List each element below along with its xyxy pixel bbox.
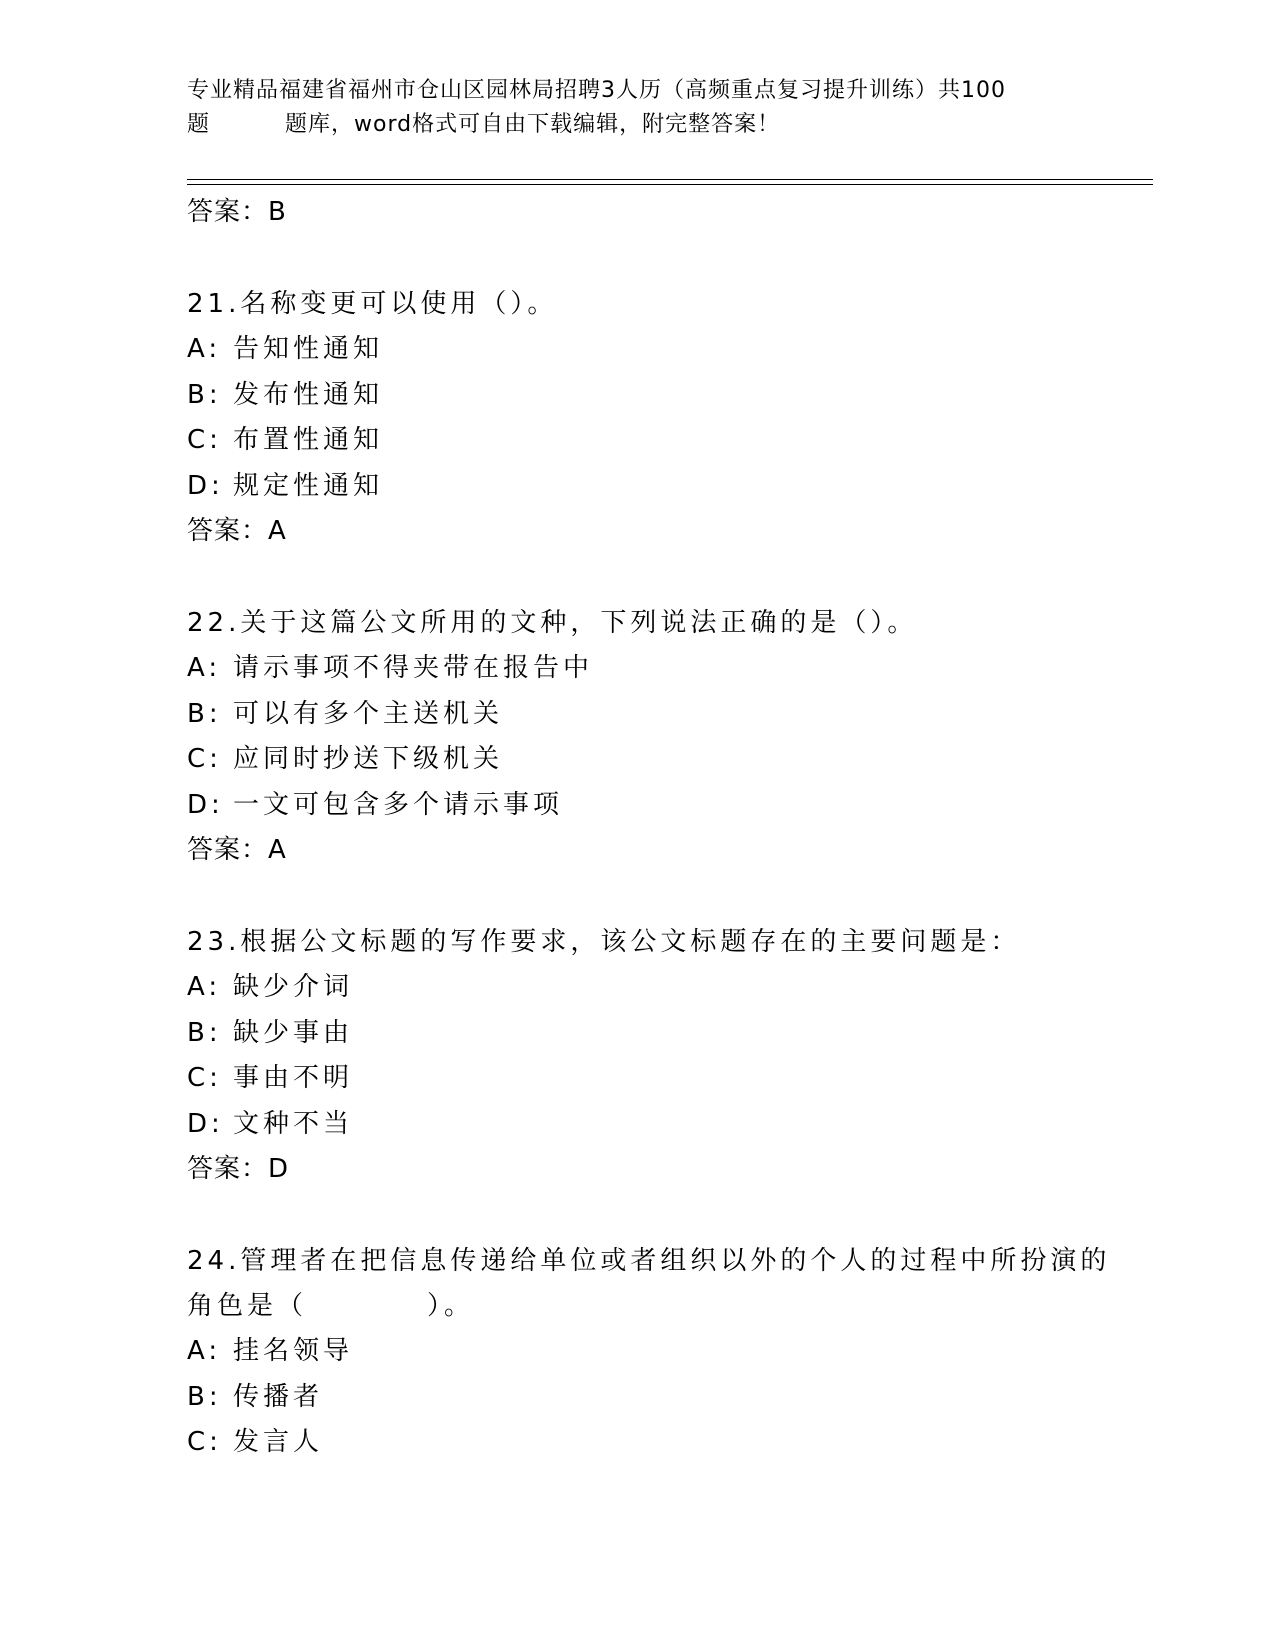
option-key: D: <box>187 789 224 820</box>
option-c <box>187 418 1137 464</box>
option-a <box>187 965 1137 1011</box>
option-b <box>187 373 1137 419</box>
option-b <box>187 692 1137 738</box>
option-key: B: <box>187 1381 222 1412</box>
question-block <box>187 282 1137 554</box>
option-key: A: <box>187 972 222 1002</box>
option-key: B: <box>187 379 222 410</box>
answer-line: 答案：D <box>187 1154 290 1184</box>
option-text: 文种不当 <box>233 1108 354 1139</box>
option-b <box>187 1011 1137 1057</box>
option-b <box>187 1375 1137 1421</box>
option-text: 应同时抄送下级机关 <box>233 744 504 774</box>
option-text: 请示事项不得夹带在报告中 <box>233 653 594 683</box>
document-header <box>187 74 1087 142</box>
option-key: C: <box>187 744 222 774</box>
question-block <box>187 920 1137 1192</box>
option-key: A: <box>187 334 222 364</box>
option-d <box>187 464 1137 510</box>
header-rule-top <box>187 179 1153 180</box>
answer-line: 答案：A <box>187 835 287 865</box>
answer-line: 答案：B <box>187 197 287 227</box>
answer-line: 答案：A <box>187 516 287 546</box>
option-text: 事由不明 <box>233 1063 354 1093</box>
option-text: 可以有多个主送机关 <box>233 698 504 729</box>
option-text: 缺少事由 <box>233 1017 354 1048</box>
option-key: C: <box>187 1427 222 1457</box>
option-d <box>187 783 1137 829</box>
option-a <box>187 327 1137 373</box>
option-key: A: <box>187 653 222 683</box>
option-key: B: <box>187 698 222 729</box>
question-title: 24.管理者在把信息传递给单位或者组织以外的个人的过程中所扮演的角色是（ ）。 <box>187 1246 1111 1321</box>
option-key: A: <box>187 1336 222 1366</box>
option-key: C: <box>187 1063 222 1093</box>
option-c <box>187 1420 1137 1466</box>
option-c <box>187 1056 1137 1102</box>
option-c <box>187 737 1137 783</box>
question-block <box>187 601 1137 873</box>
option-text: 告知性通知 <box>233 334 384 364</box>
option-text: 布置性通知 <box>233 425 384 455</box>
option-text: 传播者 <box>233 1381 324 1412</box>
header-line-2 <box>187 108 1087 142</box>
header-line-2-rest: 题库，word格式可自由下载编辑，附完整答案！ <box>285 112 781 137</box>
question-title: 23.根据公文标题的写作要求，该公文标题存在的主要问题是： <box>187 927 1021 957</box>
header-line-1: 专业精品福建省福州市仓山区园林局招聘3人历（高频重点复习提升训练）共100 <box>187 78 1006 103</box>
option-d <box>187 1102 1137 1148</box>
question-title: 21.名称变更可以使用（）。 <box>187 289 558 319</box>
option-key: D: <box>187 1108 224 1139</box>
header-rule-bottom <box>187 184 1153 185</box>
option-text: 发布性通知 <box>233 379 384 410</box>
question-title: 22.关于这篇公文所用的文种，下列说法正确的是（）。 <box>187 608 918 638</box>
option-key: D: <box>187 470 224 501</box>
option-key: B: <box>187 1017 222 1048</box>
option-a <box>187 1329 1137 1375</box>
question-block <box>187 1239 1137 1466</box>
option-key: C: <box>187 425 222 455</box>
option-text: 发言人 <box>233 1427 324 1457</box>
option-text: 规定性通知 <box>233 470 384 501</box>
option-a <box>187 646 1137 692</box>
question-list <box>187 190 1137 1466</box>
option-text: 一文可包含多个请示事项 <box>233 789 564 820</box>
option-text: 缺少介词 <box>233 972 354 1002</box>
header-line-2-start: 题 <box>187 112 211 137</box>
option-text: 挂名领导 <box>233 1336 354 1366</box>
